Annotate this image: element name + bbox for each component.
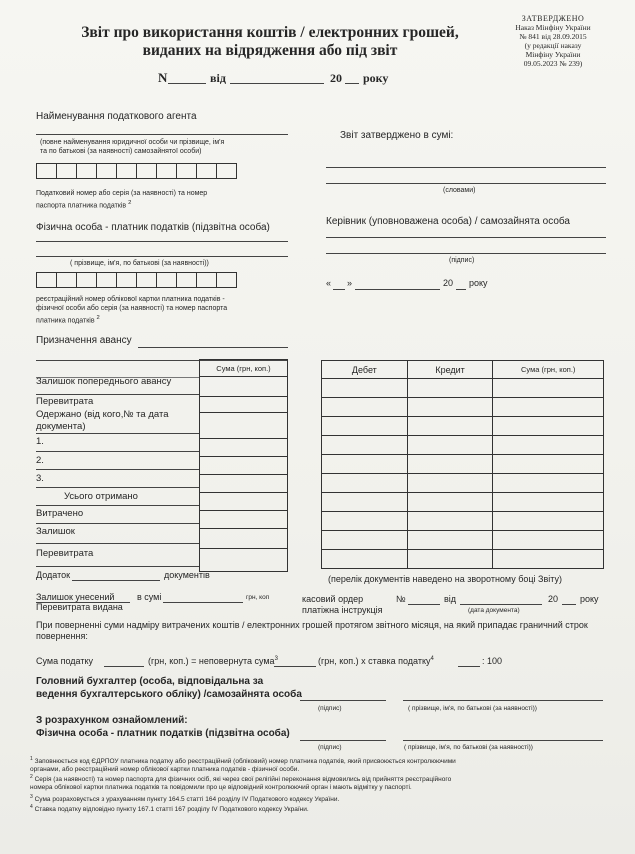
doc-list-note: (перелік документів наведено на зворотному боці Звіту) <box>328 574 562 584</box>
debit-cell[interactable] <box>322 398 408 417</box>
footnote-2-mark: 2 <box>30 774 33 780</box>
individual-signature-label: (підпис) <box>318 744 342 751</box>
approved-line5: 09.05.2023 № 239) <box>523 59 583 68</box>
cash-order-label: касовий ордер <box>302 594 364 604</box>
tax-rate-field[interactable] <box>458 666 480 667</box>
credit-cell[interactable] <box>407 455 493 474</box>
sum-cell[interactable] <box>493 512 604 531</box>
approved-sum-field[interactable] <box>326 167 606 168</box>
individual-hint: ( прізвище, ім'я, по батькові (за наявності)) <box>70 260 209 267</box>
debit-cell[interactable] <box>322 474 408 493</box>
debit-cell[interactable] <box>322 436 408 455</box>
row-divider <box>36 469 199 470</box>
from2-label: від <box>444 594 457 604</box>
tax-sum-label: Сума податку <box>36 656 93 666</box>
sum-cell[interactable] <box>493 398 604 417</box>
row-divider <box>36 543 199 544</box>
sum-cell[interactable] <box>493 417 604 436</box>
attached-count-field[interactable] <box>72 580 160 581</box>
amount-cell[interactable] <box>200 457 288 475</box>
amount-cell[interactable] <box>200 475 288 493</box>
date-open-quote: « <box>326 278 332 288</box>
sum-cell[interactable] <box>493 474 604 493</box>
date-year-label: року <box>469 278 488 288</box>
credit-cell[interactable] <box>407 474 493 493</box>
year-prefix: 20 <box>330 71 342 85</box>
row-overrun: Перевитрата <box>36 396 94 407</box>
debit-cell[interactable] <box>322 417 408 436</box>
approved-line4: Мінфіну України <box>525 50 581 59</box>
debit-cell[interactable] <box>322 531 408 550</box>
row-divider <box>36 433 199 434</box>
tax-formula-b: (грн, коп.) х ставка податку$^4$ <box>318 656 434 666</box>
amount-cell[interactable] <box>200 493 288 511</box>
credit-cell[interactable] <box>407 550 493 569</box>
year-label: року <box>363 71 389 85</box>
row-item-1: 1. <box>36 436 44 447</box>
acquainted-line2: Фізична особа - платник податків (підзвітна особа) <box>36 728 290 739</box>
manager-label: Керівник (уповноважена особа) / самозайнята особа <box>326 216 570 227</box>
amount-cell[interactable] <box>200 549 288 572</box>
in-sum-field[interactable] <box>163 602 243 603</box>
amount-cell[interactable] <box>200 439 288 457</box>
individual-field-2[interactable] <box>36 256 288 257</box>
individual-field[interactable] <box>36 241 288 242</box>
order-date-field[interactable] <box>460 604 542 605</box>
number-label: N <box>158 70 168 85</box>
manager-date-month[interactable] <box>355 289 440 290</box>
purpose-field[interactable] <box>138 347 288 348</box>
row-total-received: Усього отримано <box>64 491 138 502</box>
tax-formula-c: : 100 <box>482 656 503 666</box>
left-amount-table <box>199 359 288 572</box>
tax-number-boxes[interactable] <box>36 163 236 179</box>
footnote-1-mark: 1 <box>30 756 33 762</box>
tax-sup4: 4 <box>430 656 434 662</box>
year2-label: року <box>580 594 599 604</box>
credit-cell[interactable] <box>407 493 493 512</box>
payment-instr-label: платіжна інструкція <box>302 605 383 615</box>
footnote-4: $^4$ Ставка податку відповідно пункту 167.1 статті 167 розділу IV Податкового кодексу України. <box>30 804 309 814</box>
row-received-doc: документа) <box>36 421 86 432</box>
row-balance: Залишок <box>36 526 75 537</box>
approved-line1: Наказ Мінфіну України <box>515 23 591 32</box>
sum-cell[interactable] <box>493 493 604 512</box>
sum-cell[interactable] <box>493 550 604 569</box>
amount-cell[interactable] <box>200 397 288 413</box>
tax-sup3: 3 <box>274 656 278 662</box>
approved-line2: № 841 від 28.09.2015 <box>519 32 587 41</box>
in-words-label: (словами) <box>443 187 476 194</box>
debit-cell[interactable] <box>322 379 408 398</box>
credit-cell[interactable] <box>407 398 493 417</box>
row-divider <box>36 505 199 506</box>
credit-header: Кредит <box>407 361 493 379</box>
reg-number-boxes[interactable] <box>36 272 236 288</box>
credit-cell[interactable] <box>407 531 493 550</box>
no-label: № <box>396 594 406 604</box>
approval-stamp <box>493 14 613 68</box>
row-overrun-final: Перевитрата <box>36 548 94 559</box>
refund-text-line1: При поверненні суми надміру витрачених коштів / електронних грошей протягом звітного місяця, на який припадає граничний строк <box>36 620 588 630</box>
individual-label: Фізична особа - платник податків (підзвітна особа) <box>36 222 270 233</box>
chief-name-field[interactable] <box>403 700 603 701</box>
sum-header: Сума (грн, коп.) <box>493 361 604 379</box>
row-divider <box>36 394 199 395</box>
row-item-2: 2. <box>36 455 44 466</box>
doc-date-label: (дата документа) <box>468 607 520 614</box>
approved-sum-field-2[interactable] <box>326 183 606 184</box>
row-spent: Витрачено <box>36 508 84 519</box>
credit-cell[interactable] <box>407 379 493 398</box>
form-title-line2: виданих на відрядження або під звіт <box>142 42 398 59</box>
credit-cell[interactable] <box>407 436 493 455</box>
credit-cell[interactable] <box>407 512 493 531</box>
tax-formula-a: (грн, коп.) = неповернута сума$^3$ <box>148 656 278 666</box>
reg-hint1: реєстраційний номер облікової картки платника податків - <box>36 296 225 303</box>
sum-cell[interactable] <box>493 379 604 398</box>
credit-cell[interactable] <box>407 417 493 436</box>
debit-cell[interactable] <box>322 493 408 512</box>
unreturned-sum-field[interactable] <box>274 666 316 667</box>
debit-cell[interactable] <box>322 455 408 474</box>
chief-accountant-line1: Головний бухгалтер (особа, відповідальна за <box>36 676 264 687</box>
year2-prefix: 20 <box>548 594 559 604</box>
attached-label: Додаток <box>36 570 71 580</box>
left-table-header: Сума (грн, коп.) <box>200 360 288 377</box>
amount-cell[interactable] <box>200 377 288 397</box>
amount-cell[interactable] <box>200 529 288 549</box>
debit-header: Дебет <box>322 361 408 379</box>
year-field[interactable] <box>345 83 359 84</box>
row-received-from: Одержано (від кого,№ та дата <box>36 409 169 420</box>
tax-agent-field[interactable] <box>36 134 288 135</box>
form-title-line1: Звіт про використання коштів / електронних грошей, <box>81 24 459 41</box>
amount-cell[interactable] <box>200 413 288 439</box>
reg-sup: 2 <box>96 315 100 321</box>
in-sum-label: в сумі <box>137 592 162 602</box>
amount-cell[interactable] <box>200 511 288 529</box>
footnote-3: $^3$ Сума розраховується з урахуванням пункту 164.5 статті 164 розділу IV Податкового кодексу України. <box>30 794 340 804</box>
manager-date-day[interactable] <box>333 289 345 290</box>
footnote-1: $^1$ Заповнюється код ЄДРПОУ платника податку або реєстраційний (обліковий) номер платника податків, який присвоюється контролюючими органами, або реєстраційний номер облікової картки платника податків - фізичної особи. <box>30 756 456 774</box>
approved-heading: ЗАТВЕРДЖЕНО <box>521 14 585 23</box>
row-divider <box>36 451 199 452</box>
number-field[interactable] <box>168 83 206 84</box>
footnote-4-mark: 4 <box>30 804 33 810</box>
reg-hint2: фізичної особи або серія (за наявності) та номер паспорта <box>36 305 228 312</box>
footnote-3-mark: 3 <box>30 794 33 800</box>
purpose-label: Призначення авансу <box>36 335 132 346</box>
chief-name-hint: ( прізвище, ім'я, по батькові (за наявності)) <box>408 705 537 712</box>
order-year-field[interactable] <box>562 604 576 605</box>
row-item-3: 3. <box>36 473 44 484</box>
date-close-quote: » <box>347 278 353 288</box>
accounting-table <box>321 360 604 569</box>
refund-text-line2: повернення: <box>36 631 88 641</box>
manager-date-year[interactable] <box>456 289 466 290</box>
sum-cell[interactable] <box>493 455 604 474</box>
sum-cell[interactable] <box>493 436 604 455</box>
from-label: від <box>210 71 226 85</box>
date-year-prefix: 20 <box>443 278 454 288</box>
approved-sum-label: Звіт затверджено в сумі: <box>340 130 454 141</box>
tax-sum-field[interactable] <box>104 666 144 667</box>
chief-signature-field[interactable] <box>300 700 386 701</box>
sum-cell[interactable] <box>493 531 604 550</box>
overrun-issued-label: Перевитрата видана <box>36 602 123 612</box>
manager-signature-label: (підпис) <box>449 257 475 264</box>
date-field[interactable] <box>230 83 324 84</box>
individual-name-field[interactable] <box>403 740 603 741</box>
manager-signature-field[interactable] <box>326 253 606 254</box>
tax-agent-hint1: (повне найменування юридичної особи чи прізвище, ім'я <box>40 139 225 146</box>
acquainted-line1: З розрахунком ознайомлений: <box>36 715 188 726</box>
manager-field[interactable] <box>326 237 606 238</box>
debit-cell[interactable] <box>322 512 408 531</box>
tax-number-sup: 2 <box>128 200 132 206</box>
uah-label: грн, коп <box>246 594 270 601</box>
debit-cell[interactable] <box>322 550 408 569</box>
tax-number-hint1: Податковий номер або серія (за наявності) та номер <box>36 190 208 197</box>
chief-accountant-line2: ведення бухгалтерського обліку) /самозайнята особа <box>36 689 302 700</box>
footnote-2: $^2$ Серія (за наявності) та номер паспорта для фізичних осіб, які через свої релігійні переконання відмовились від прийняття реєстраційного номера облікової картки платника податків та повідомили про це відповідний контролюючий орган і мають відмітку у паспорті. <box>30 774 452 792</box>
chief-signature-label: (підпис) <box>318 705 342 712</box>
row-divider <box>36 523 199 524</box>
individual-signature-field[interactable] <box>300 740 386 741</box>
tax-agent-label: Найменування податкового агента <box>36 111 197 122</box>
order-number-field[interactable] <box>408 604 440 605</box>
approved-line3: (у редакції наказу <box>524 41 582 50</box>
row-divider <box>36 487 199 488</box>
reg-hint3: платника податків $^2$ <box>36 315 100 325</box>
balance-label: Залишок унесений <box>36 592 115 602</box>
individual-name-hint: ( прізвище, ім'я, по батькові (за наявності)) <box>404 744 533 751</box>
tax-agent-hint2: та по батькові (за наявності) самозайнятої особи) <box>40 148 202 155</box>
row-divider <box>36 566 199 567</box>
documents-label: документів <box>164 570 210 580</box>
tax-number-hint2: паспорта платника податків $^2$ <box>36 200 132 210</box>
row-prev-advance: Залишок попереднього авансу <box>36 376 172 387</box>
